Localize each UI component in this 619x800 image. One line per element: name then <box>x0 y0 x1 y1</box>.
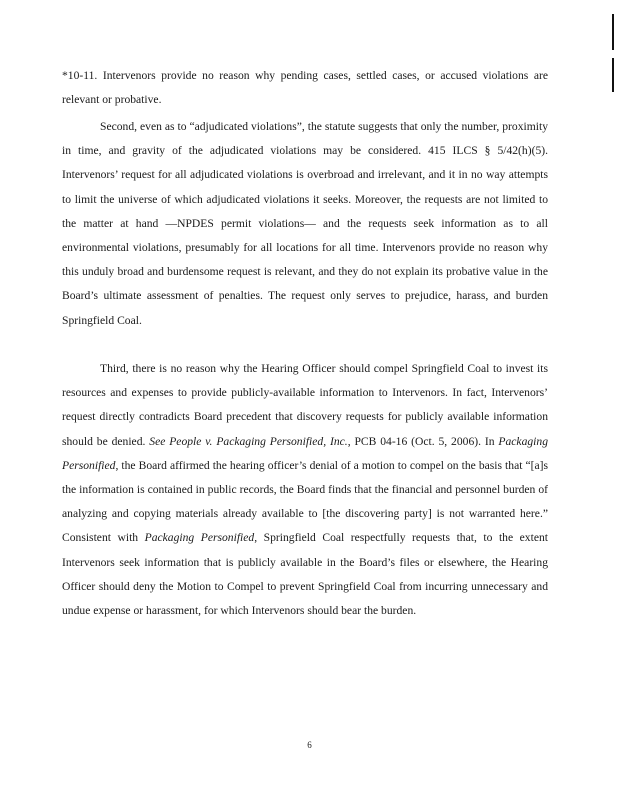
case-citation: See People v. Packaging Personified, Inc. <box>149 434 348 448</box>
paragraph-public-information <box>62 357 548 623</box>
paragraph-text-segment: Third, there is no reason why the Hearing Officer should compel Springfield Coal to invest its resources and expenses to provide publicly-available information to Intervenors. In fact, Intervenors’ request directly contradicts Board precedent that discovery requests for publicly available information should be denied. <box>62 362 548 448</box>
scan-edge-mark <box>612 58 614 92</box>
case-citation-short: Packaging Personified <box>144 531 255 545</box>
paragraph-continuation <box>62 64 548 112</box>
paragraph-text: *10-11. Intervenors provide no reason why pending cases, settled cases, or accused violations are relevant or probative. <box>62 69 548 107</box>
scan-edge-mark <box>612 14 614 50</box>
paragraph-text: Second, even as to “adjudicated violations”, the statute suggests that only the number, proximity in time, and gravity of the adjudicated violations may be considered. 415 ILCS § 5/42(h)(5). Intervenors’ request for all adjudicated violations is overbroad and irrelevant, and it in no way attempts to limit the universe of which adjudicated violations it seeks. Moreover, the requests are not limited to the matter at hand —NPDES permit violations— and the requests seek information as to all environmental violations, presumably for all locations for all time. Intervenors provide no reason why this unduly broad and burdensome request is relevant, and they do not explain its probative value in the Board’s ultimate assessment of penalties. The request only serves to prejudice, harass, and burden Springfield Coal. <box>62 120 548 327</box>
paragraph-adjudicated-violations <box>62 115 548 333</box>
paragraph-text-segment: , PCB 04-16 (Oct. 5, 2006). In <box>347 434 499 448</box>
page-number: 6 <box>307 740 312 750</box>
paragraph-text-segment: , the Board affirmed the hearing officer’s denial of a motion to compel on the basis that “[a]s the information is contained in public records, the Board finds that the financial and personnel burden of analyzing and copying materials already available to [the discovering party] is not warranted here.” Consistent with <box>62 458 548 545</box>
paragraph-text-segment: , Springfield Coal respectfully requests that, to the extent Intervenors seek information that is publicly available in the Board’s files or elsewhere, the Hearing Officer should deny the Motion to Compel to prevent Springfield Coal from incurring unnecessary and undue expense or harassment, for which Intervenors should bear the burden. <box>62 531 548 618</box>
paragraph-text <box>62 357 548 623</box>
case-citation-short: Packaging Personified <box>62 434 548 472</box>
